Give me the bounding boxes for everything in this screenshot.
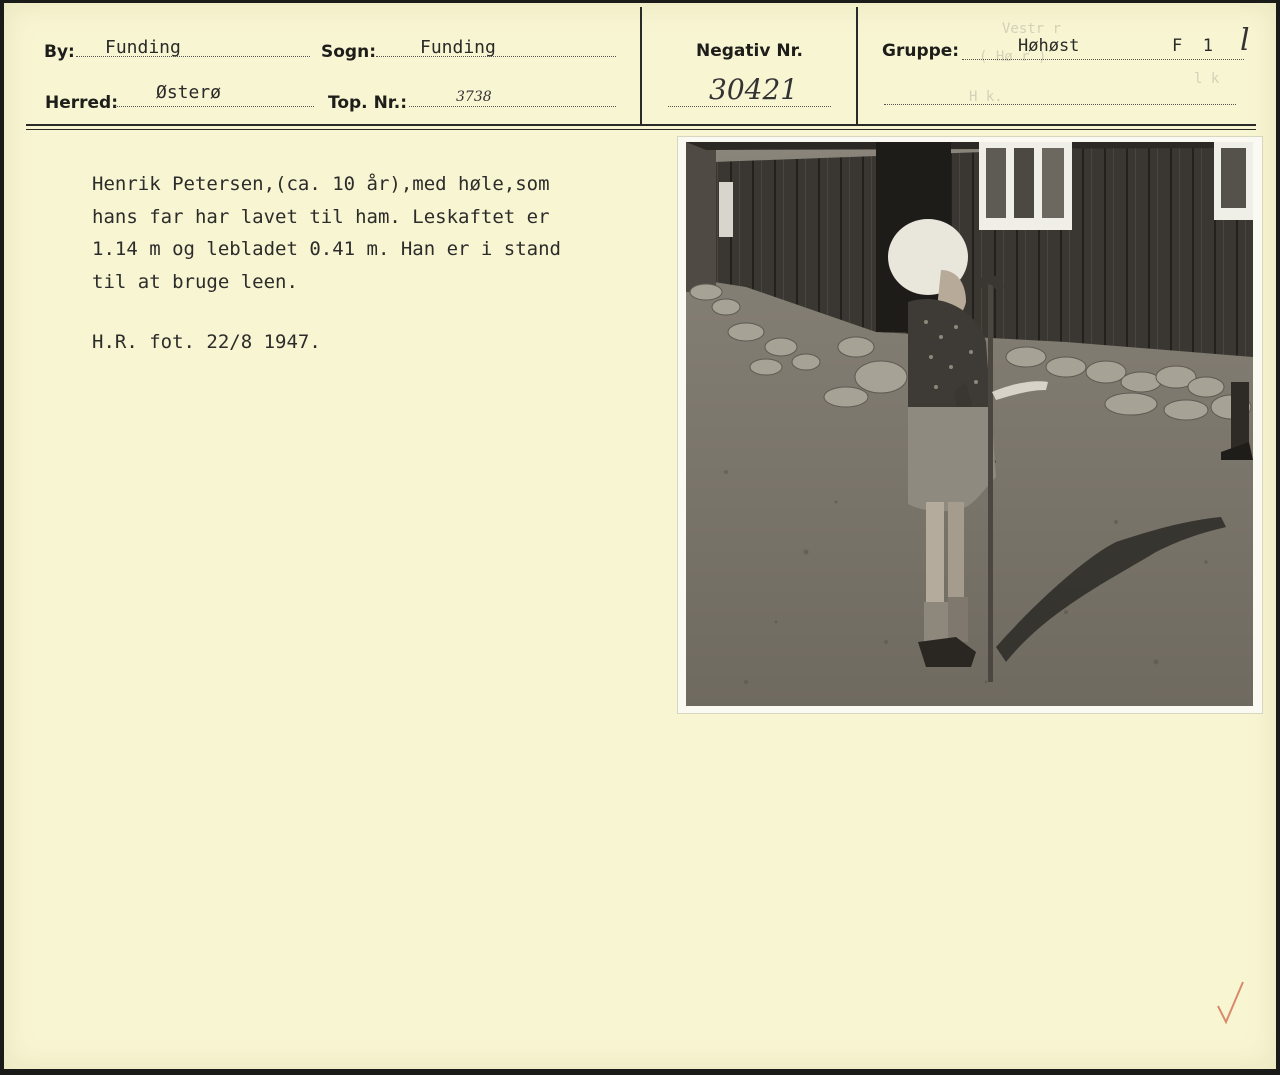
by-value: Funding bbox=[105, 37, 181, 58]
herred-underline bbox=[115, 106, 314, 107]
top-nr-label: Top. Nr.: bbox=[328, 93, 408, 113]
faint-erased-text-3: H k. bbox=[969, 89, 1003, 105]
top-nr-value: 3738 bbox=[456, 89, 492, 105]
gruppe-mark: l bbox=[1240, 23, 1250, 58]
by-underline bbox=[76, 56, 310, 57]
sogn-value: Funding bbox=[420, 37, 496, 58]
gruppe-value: Høhøst bbox=[1018, 36, 1080, 56]
negativ-underline bbox=[668, 106, 831, 107]
description-line-2: hans far har lavet til ham. Leskaftet er bbox=[92, 205, 550, 228]
photo-mount bbox=[677, 136, 1263, 714]
faint-erased-text-4: l k bbox=[1194, 71, 1220, 87]
sogn-label: Sogn: bbox=[321, 42, 376, 62]
negativ-label: Negativ Nr. bbox=[696, 41, 803, 61]
top-nr-underline bbox=[409, 106, 616, 107]
description-line-1: Henrik Petersen,(ca. 10 år),med høle,som bbox=[92, 173, 550, 195]
description-line-3: 1.14 m og lebladet 0.41 m. Han er i stand bbox=[92, 238, 561, 260]
by-label: By: bbox=[44, 42, 75, 62]
header-rule-top bbox=[26, 124, 1256, 126]
herred-value: Østerø bbox=[156, 82, 222, 103]
header-divider-1 bbox=[640, 7, 642, 125]
photo-credit: H.R. fot. 22/8 1947. bbox=[92, 331, 321, 353]
faint-erased-text-2: ( Hø r ) bbox=[979, 49, 1047, 65]
description-line-4: til at bruge leen. bbox=[92, 270, 298, 293]
red-check-icon bbox=[1216, 978, 1246, 1028]
gruppe-code: F 1 bbox=[1172, 36, 1213, 56]
gruppe-label: Gruppe: bbox=[882, 41, 960, 61]
faint-erased-text-1: Vestr r bbox=[1002, 21, 1062, 37]
gruppe-underline-2 bbox=[884, 104, 1236, 105]
negativ-value: 30421 bbox=[709, 73, 799, 106]
header-divider-2 bbox=[856, 7, 858, 125]
sogn-underline bbox=[376, 56, 616, 57]
photo-illustration bbox=[686, 142, 1253, 706]
herred-label: Herred: bbox=[45, 93, 119, 113]
description-text bbox=[92, 168, 652, 298]
boy-with-scythe-photo bbox=[686, 142, 1253, 706]
header-rule-bottom bbox=[26, 129, 1256, 130]
gruppe-underline-1 bbox=[962, 59, 1244, 60]
archive-card bbox=[4, 3, 1276, 1069]
